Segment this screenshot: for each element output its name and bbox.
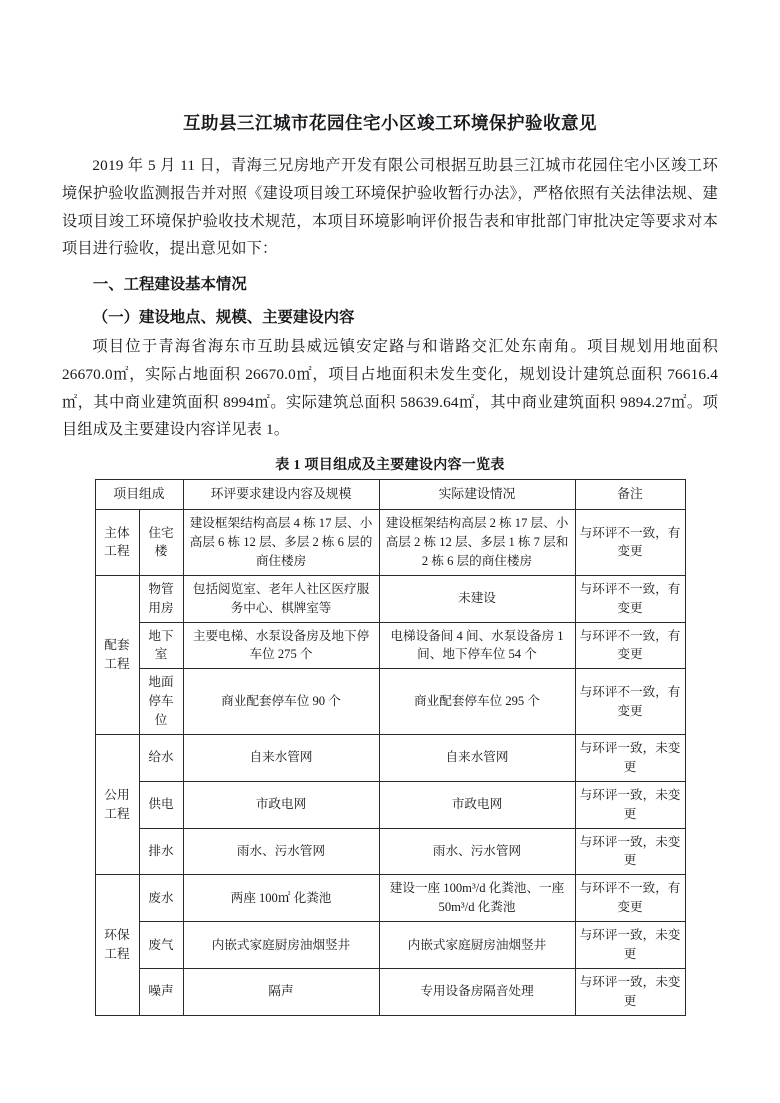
actual-content: 电梯设备间 4 间、水泵设备房 1 间、地下停车位 54 个 <box>379 622 575 669</box>
actual-content: 内嵌式家庭厨房油烟竖井 <box>379 922 575 969</box>
table-row <box>95 781 685 828</box>
table-body <box>95 510 685 1016</box>
table-row <box>95 669 685 735</box>
item-label: 供电 <box>139 781 183 828</box>
note-content: 与环评不一致，有变更 <box>575 669 685 735</box>
actual-content: 专用设备房隔音处理 <box>379 968 575 1015</box>
group-label-public: 公用工程 <box>95 735 139 875</box>
actual-content: 雨水、污水管网 <box>379 828 575 875</box>
actual-content: 自来水管网 <box>379 735 575 782</box>
group-label-main: 主体工程 <box>95 510 139 576</box>
table-row <box>95 968 685 1015</box>
table-row <box>95 875 685 922</box>
note-content: 与环评一致，未变更 <box>575 922 685 969</box>
item-label: 废水 <box>139 875 183 922</box>
table-row <box>95 575 685 622</box>
section-heading-1: 一、工程建设基本情况 <box>92 275 247 293</box>
note-content: 与环评一致，未变更 <box>575 735 685 782</box>
table-row <box>95 510 685 576</box>
actual-content: 市政电网 <box>379 781 575 828</box>
intro-paragraph: 2019 年 5 月 11 日，青海三兄房地产开发有限公司根据互助县三江城市花园住宅小区竣工环境保护验收监测报告并对照《建设项目竣工环境保护验收暂行办法》，严格依照有关法律法规、建设项目竣工环境保护验收技术规范，本项目环境影响评价报告表和审批部门审批决定等要求对本项目进行验收，提出意见如下： <box>62 157 718 258</box>
note-content: 与环评不一致，有变更 <box>575 510 685 576</box>
eia-content: 隔声 <box>183 968 379 1015</box>
note-content: 与环评一致，未变更 <box>575 968 685 1015</box>
item-label: 地下室 <box>139 622 183 669</box>
table-header-cell-note: 备注 <box>575 479 685 509</box>
project-composition-table <box>95 479 686 1016</box>
item-label: 噪声 <box>139 968 183 1015</box>
actual-content: 建设框架结构高层 2 栋 17 层、小高层 2 栋 12 层、多层 1 栋 7 层和 2 栋 6 层的商住楼房 <box>379 510 575 576</box>
item-label: 地面停车位 <box>139 669 183 735</box>
eia-content: 建设框架结构高层 4 栋 17 层、小高层 6 栋 12 层、多层 2 栋 6 层的商住楼房 <box>183 510 379 576</box>
item-label: 住宅楼 <box>139 510 183 576</box>
table-row <box>95 828 685 875</box>
table-row <box>95 922 685 969</box>
eia-content: 主要电梯、水泵设备房及地下停车位 275 个 <box>183 622 379 669</box>
note-content: 与环评一致，未变更 <box>575 781 685 828</box>
table-header-row <box>95 479 685 509</box>
table-row <box>95 622 685 669</box>
eia-content: 自来水管网 <box>183 735 379 782</box>
table-header-cell-project: 项目组成 <box>95 479 183 509</box>
subsection-heading-1: （一）建设地点、规模、主要建设内容 <box>92 308 355 326</box>
eia-content: 内嵌式家庭厨房油烟竖井 <box>183 922 379 969</box>
actual-content: 商业配套停车位 295 个 <box>379 669 575 735</box>
eia-content: 商业配套停车位 90 个 <box>183 669 379 735</box>
table-header <box>95 479 685 509</box>
eia-content: 市政电网 <box>183 781 379 828</box>
note-content: 与环评不一致，有变更 <box>575 575 685 622</box>
item-label: 排水 <box>139 828 183 875</box>
eia-content: 两座 100㎡ 化粪池 <box>183 875 379 922</box>
table-header-cell-eia: 环评要求建设内容及规模 <box>183 479 379 509</box>
page-title: 互助县三江城市花园住宅小区竣工环境保护验收意见 <box>183 113 597 133</box>
table-header-cell-actual: 实际建设情况 <box>379 479 575 509</box>
actual-content: 未建设 <box>379 575 575 622</box>
note-content: 与环评不一致，有变更 <box>575 875 685 922</box>
note-content: 与环评一致，未变更 <box>575 828 685 875</box>
eia-content: 包括阅览室、老年人社区医疗服务中心、棋牌室等 <box>183 575 379 622</box>
group-label-support: 配套工程 <box>95 575 139 734</box>
item-label: 废气 <box>139 922 183 969</box>
item-label: 物管用房 <box>139 575 183 622</box>
eia-content: 雨水、污水管网 <box>183 828 379 875</box>
project-description-paragraph: 项目位于青海省海东市互助县威远镇安定路与和谐路交汇处东南角。项目规划用地面积 26670.0㎡，实际占地面积 26670.0㎡，项目占地面积未发生变化，规划设计建筑总面积 76616.4㎡，其中商业建筑面积 8994㎡。实际建筑总面积 58639.64㎡，其中商业建筑面积 9894.27㎡。项目组成及主要建设内容详见表 1。 <box>62 338 718 439</box>
actual-content: 建设一座 100m³/d 化粪池、一座 50m³/d 化粪池 <box>379 875 575 922</box>
table-caption: 表 1 项目组成及主要建设内容一览表 <box>275 457 505 473</box>
table-row <box>95 735 685 782</box>
item-label: 给水 <box>139 735 183 782</box>
group-label-environment: 环保工程 <box>95 875 139 1015</box>
note-content: 与环评不一致，有变更 <box>575 622 685 669</box>
